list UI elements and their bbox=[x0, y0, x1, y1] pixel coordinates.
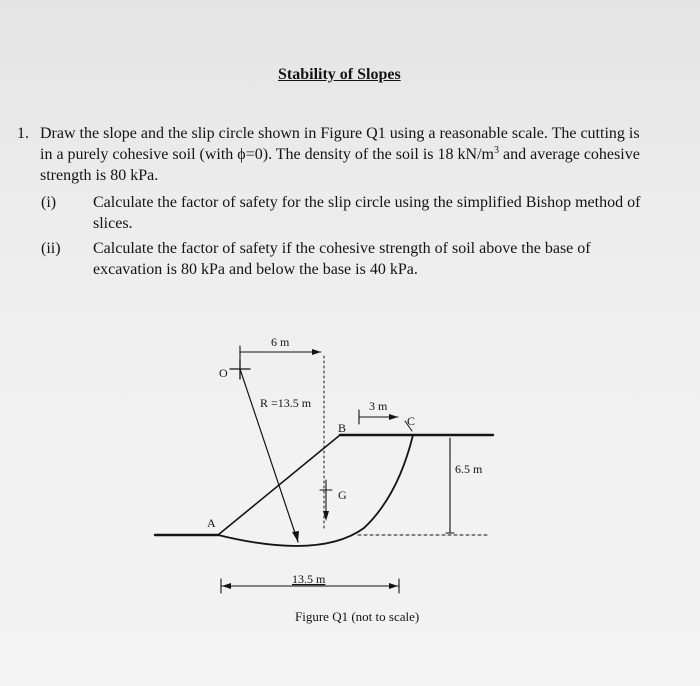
label-b: B bbox=[338, 421, 347, 435]
radius-arrow bbox=[292, 531, 299, 542]
label-g: G bbox=[338, 488, 347, 502]
part-ii-line-2: excavation is 80 kPa and below the base is 40 kPa. bbox=[93, 261, 418, 278]
question-number: 1. bbox=[17, 125, 29, 142]
question-text-line-2-main: in a purely cohesive soil (with ϕ=0). The density of the soil is 18 kN/m bbox=[40, 146, 494, 163]
part-i-number: (i) bbox=[41, 194, 57, 211]
part-ii-line-1: Calculate the factor of safety if the cohesive strength of soil above the base of bbox=[93, 240, 591, 257]
slip-circle bbox=[218, 435, 413, 546]
dim-3m-arrow bbox=[389, 414, 398, 420]
part-i-line-1: Calculate the factor of safety for the slip circle using the simplified Bishop method of bbox=[93, 194, 641, 211]
label-135m: 13.5 m bbox=[292, 572, 326, 586]
figure-caption: Figure Q1 (not to scale) bbox=[295, 609, 420, 624]
label-radius: R =13.5 m bbox=[260, 396, 312, 410]
question-text-line-2-tail: and average cohesive bbox=[498, 146, 640, 163]
dim-135m-arrow-right bbox=[389, 583, 398, 589]
label-6m: 6 m bbox=[271, 335, 290, 349]
label-o: O bbox=[219, 366, 228, 380]
question-text-line-1: Draw the slope and the slip circle shown in Figure Q1 using a reasonable scale. The cutting is bbox=[40, 125, 640, 142]
dim-6m-arrow bbox=[312, 349, 321, 355]
label-a: A bbox=[207, 516, 216, 530]
label-3m: 3 m bbox=[369, 399, 388, 413]
superscript-cubed: 3 bbox=[493, 145, 499, 156]
part-ii-number: (ii) bbox=[41, 240, 61, 257]
page-title: Stability of Slopes bbox=[278, 66, 401, 83]
part-i-line-2: slices. bbox=[93, 215, 133, 232]
radius-line bbox=[240, 369, 298, 542]
dim-135m-arrow-left bbox=[222, 583, 231, 589]
label-65m: 6.5 m bbox=[455, 462, 483, 476]
label-c: C bbox=[407, 414, 416, 428]
question-text-line-3: strength is 80 kPa. bbox=[40, 167, 159, 184]
